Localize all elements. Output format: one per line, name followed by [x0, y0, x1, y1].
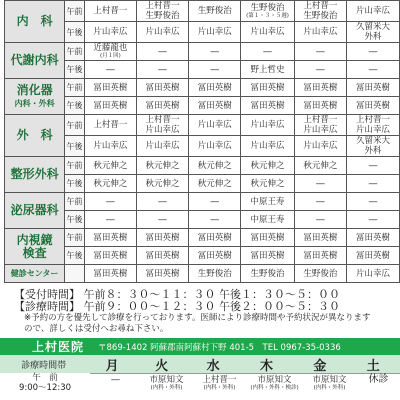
- doctor-cell: 冨田英樹: [136, 229, 188, 247]
- day-label: 月: [105, 358, 119, 374]
- doctor-cell: 中原王寿: [241, 211, 294, 229]
- doctor-cell: 冨田英樹: [189, 247, 241, 265]
- day-label: 木: [259, 358, 273, 374]
- doctor-cell: 片山幸広: [241, 136, 294, 157]
- doctor-cell: 冨田英樹: [294, 97, 346, 115]
- department-name: [5, 157, 65, 193]
- department-label: 整形外科: [10, 167, 59, 181]
- note-line: ので、詳しくは受付へお尋ね下さい。: [24, 324, 169, 334]
- doctor-cell: 冨田英樹: [346, 247, 399, 265]
- doctor-cell: ―: [189, 43, 241, 61]
- branch-doctor-cell: 市原知文 (内科・外科): [149, 375, 184, 391]
- doctor-cell: 秋元伸之: [84, 157, 136, 175]
- doctor-cell: 片山幸広: [189, 22, 241, 43]
- pm-label: 午後: [65, 211, 85, 229]
- doctor-cell: 上村晋一: [84, 1, 136, 22]
- department-label: 内 科: [16, 14, 53, 28]
- department-label: 健診センター: [10, 269, 59, 278]
- department-name: [5, 115, 65, 157]
- doctor-cell: 冨田英樹: [136, 97, 188, 115]
- consultation-hours: 【診療時間】 午前９：００～１２：３０ 午後２：００～５：３０: [14, 300, 340, 313]
- schedule-row: [5, 43, 400, 61]
- doctor-cell: ―: [346, 175, 399, 193]
- doctor-cell: 生野俊治 (第１・３・５週): [241, 1, 294, 22]
- pm-label: 午後: [65, 22, 85, 43]
- reception-hours: 【受付時間】 午前８：３０～１１：３０ 午後１：３０～５：００: [14, 288, 340, 301]
- department-label: 外 科: [16, 128, 53, 142]
- doctor-cell: 近藤龍也 (月１回): [84, 43, 136, 61]
- doctor-cell: 片山幸広: [346, 265, 399, 283]
- doctor-cell: ―: [136, 43, 188, 61]
- doctor-cell: 冨田英樹: [84, 247, 136, 265]
- doctor-cell: 野上哲史: [241, 61, 294, 79]
- doctor-cell: ―: [136, 193, 188, 211]
- schedule-row: [5, 265, 400, 283]
- doctor-cell: ―: [346, 61, 399, 79]
- hours-column-label: 診療時間帯: [21, 360, 67, 371]
- schedule-row: [5, 1, 400, 22]
- am-label: 午 前: [32, 373, 58, 383]
- doctor-cell: 秋元伸之: [136, 175, 188, 193]
- day-label: 火: [155, 358, 169, 374]
- pm-label: 午後: [65, 136, 85, 157]
- branch-doctor-cell: 市原知文 (内科・外科): [312, 375, 347, 391]
- doctor-cell: 片山幸広: [136, 136, 188, 157]
- doctor-cell: 片山幸広: [136, 22, 188, 43]
- doctor-cell: 冨田英樹: [189, 229, 241, 247]
- doctor-cell: ―: [294, 43, 346, 61]
- doctor-cell: 秋元伸之: [189, 157, 241, 175]
- doctor-cell: ―: [189, 61, 241, 79]
- department-name: [5, 265, 65, 283]
- day-label: 水: [206, 358, 220, 374]
- doctor-cell: 冨田英樹: [346, 229, 399, 247]
- schedule-notes: [24, 313, 370, 335]
- doctor-cell: 片山幸広: [84, 136, 136, 157]
- doctor-cell: 片山幸広: [189, 136, 241, 157]
- doctor-cell: 秋元伸之: [241, 157, 294, 175]
- doctor-cell: 冨田英樹: [84, 229, 136, 247]
- schedule-row: [5, 79, 400, 97]
- branch-doctor-cell: ―: [111, 375, 120, 385]
- doctor-cell: ―: [189, 193, 241, 211]
- schedule-row: [5, 136, 400, 157]
- doctor-cell: 片山幸広: [346, 1, 399, 22]
- am-label: 午前: [65, 79, 85, 97]
- schedule-row: [5, 22, 400, 43]
- department-name: [5, 1, 65, 43]
- schedule-row: [5, 211, 400, 229]
- day-label: 土: [366, 358, 380, 374]
- doctor-cell: ―: [189, 211, 241, 229]
- doctor-cell: 中原王寿: [241, 193, 294, 211]
- doctor-cell: 片山幸広: [294, 22, 346, 43]
- department-label: 内視鏡: [16, 232, 53, 247]
- department-label: 代謝内科: [10, 53, 59, 67]
- doctor-cell: 上村晋一 片山幸広: [294, 115, 346, 136]
- department-name: [5, 193, 65, 229]
- doctor-cell: 片山幸広: [189, 115, 241, 136]
- doctor-cell: ―: [294, 193, 346, 211]
- doctor-cell: ―: [136, 211, 188, 229]
- doctor-cell: 秋元伸之: [189, 175, 241, 193]
- branch-doctor-cell: 上村晋一 (内科・外科): [202, 375, 237, 391]
- am-time-label: [0, 373, 90, 393]
- doctor-cell: 冨田英樹: [294, 247, 346, 265]
- department-label: 消化器: [16, 82, 53, 97]
- doctor-cell: ―: [84, 211, 136, 229]
- doctor-cell: ―: [84, 61, 136, 79]
- schedule-row: [5, 61, 400, 79]
- doctor-cell: ―: [241, 43, 294, 61]
- doctor-cell: 冨田英樹: [189, 79, 241, 97]
- note-line: ※予約の方を優先して診療を行っております。医師により診療時間や予約状況が異なります: [24, 313, 371, 323]
- branch-doctor-cell: 休診: [368, 374, 389, 385]
- branch-day-header: [0, 355, 400, 373]
- pm-label: 午後: [65, 97, 85, 115]
- doctor-cell: 秋元伸之: [241, 175, 294, 193]
- doctor-cell: 久留米大 外科: [346, 22, 399, 43]
- doctor-cell: 生野俊治: [241, 265, 294, 283]
- am-label: 午前: [65, 115, 85, 136]
- doctor-cell: 冨田英樹: [136, 265, 188, 283]
- doctor-cell: 冨田英樹: [189, 97, 241, 115]
- doctor-cell: 生野俊治: [189, 1, 241, 22]
- doctor-cell: 上村晋一 片山幸広: [136, 115, 188, 136]
- schedule-row: [5, 175, 400, 193]
- doctor-cell: 冨田英樹: [241, 97, 294, 115]
- doctor-cell: 冨田英樹: [241, 247, 294, 265]
- schedule-row: [5, 193, 400, 211]
- doctor-cell: 冨田英樹: [241, 229, 294, 247]
- schedule-row: [5, 115, 400, 136]
- doctor-cell: ―: [346, 43, 399, 61]
- doctor-cell: 上村晋一 生野俊治: [294, 1, 346, 22]
- doctor-cell: 上村晋一: [84, 115, 136, 136]
- pm-label: 午後: [65, 175, 85, 193]
- doctor-cell: ―: [294, 61, 346, 79]
- doctor-cell: 秋元伸之: [294, 157, 346, 175]
- department-sublabel: 内科・外科: [14, 98, 55, 108]
- doctor-cell: 冨田英樹: [346, 97, 399, 115]
- am-time: 9:00〜12:30: [18, 383, 72, 393]
- branch-clinic-address: 〒869-1402 阿蘇郡南阿蘇村下野 401-5 TEL 0967-35-0336: [98, 342, 341, 353]
- schedule-row: [5, 157, 400, 175]
- doctor-cell: 秋元伸之: [136, 157, 188, 175]
- doctor-cell: ―: [346, 193, 399, 211]
- doctor-cell: 片山幸広: [241, 115, 294, 136]
- doctor-cell: 久留米大 外科: [346, 136, 399, 157]
- doctor-cell: 冨田英樹: [84, 97, 136, 115]
- doctor-cell: 冨田英樹: [136, 79, 188, 97]
- doctor-cell: 上村晋一 生野俊治: [136, 1, 188, 22]
- doctor-cell: 冨田英樹: [241, 79, 294, 97]
- branch-clinic-bar: [0, 338, 400, 355]
- department-name: [5, 79, 65, 115]
- department-label: 泌尿器科: [10, 203, 59, 217]
- doctor-cell: 冨田英樹: [84, 79, 136, 97]
- doctor-cell: ―: [346, 157, 399, 175]
- doctor-cell: 冨田英樹: [136, 247, 188, 265]
- pm-label: 午後: [65, 61, 85, 79]
- doctor-cell: 片山幸広: [241, 22, 294, 43]
- branch-doctor-cell: 市原知文 (内科・外科・検診): [250, 375, 299, 391]
- department-name: [5, 229, 65, 265]
- am-label: 午前: [65, 157, 85, 175]
- doctor-cell: 片山幸広: [294, 136, 346, 157]
- am-label: 午前: [65, 1, 85, 22]
- doctor-cell: 生野俊治: [189, 265, 241, 283]
- doctor-cell: 上村晋一 片山幸広: [346, 115, 399, 136]
- hours-info: [14, 289, 340, 313]
- doctor-cell: ―: [84, 193, 136, 211]
- doctor-cell: ―: [294, 175, 346, 193]
- doctor-cell: 冨田英樹: [346, 79, 399, 97]
- am-label: 午前: [65, 229, 85, 247]
- doctor-cell: ―: [294, 211, 346, 229]
- doctor-cell: 生野俊治: [294, 265, 346, 283]
- schedule-row: [5, 229, 400, 247]
- am-label: [65, 265, 85, 283]
- pm-label: 午後: [65, 247, 85, 265]
- doctor-cell: 片山幸広: [84, 22, 136, 43]
- am-label: 午前: [65, 193, 85, 211]
- doctor-cell: ―: [346, 211, 399, 229]
- department-label-line2: 検査: [22, 245, 47, 260]
- doctor-cell: 冨田英樹: [84, 265, 136, 283]
- schedule-row: [5, 97, 400, 115]
- doctor-cell: 冨田英樹: [294, 229, 346, 247]
- branch-clinic-name: 上村医院: [32, 340, 85, 354]
- doctor-cell: 秋元伸之: [84, 175, 136, 193]
- schedule-table: [4, 0, 400, 283]
- doctor-cell: 冨田英樹: [294, 79, 346, 97]
- am-label: 午前: [65, 43, 85, 61]
- doctor-cell: ―: [136, 61, 188, 79]
- schedule-row: [5, 247, 400, 265]
- row-divider: [90, 373, 400, 374]
- branch-schedule-row: [0, 373, 400, 400]
- department-name: [5, 43, 65, 79]
- day-label: 金: [313, 358, 327, 374]
